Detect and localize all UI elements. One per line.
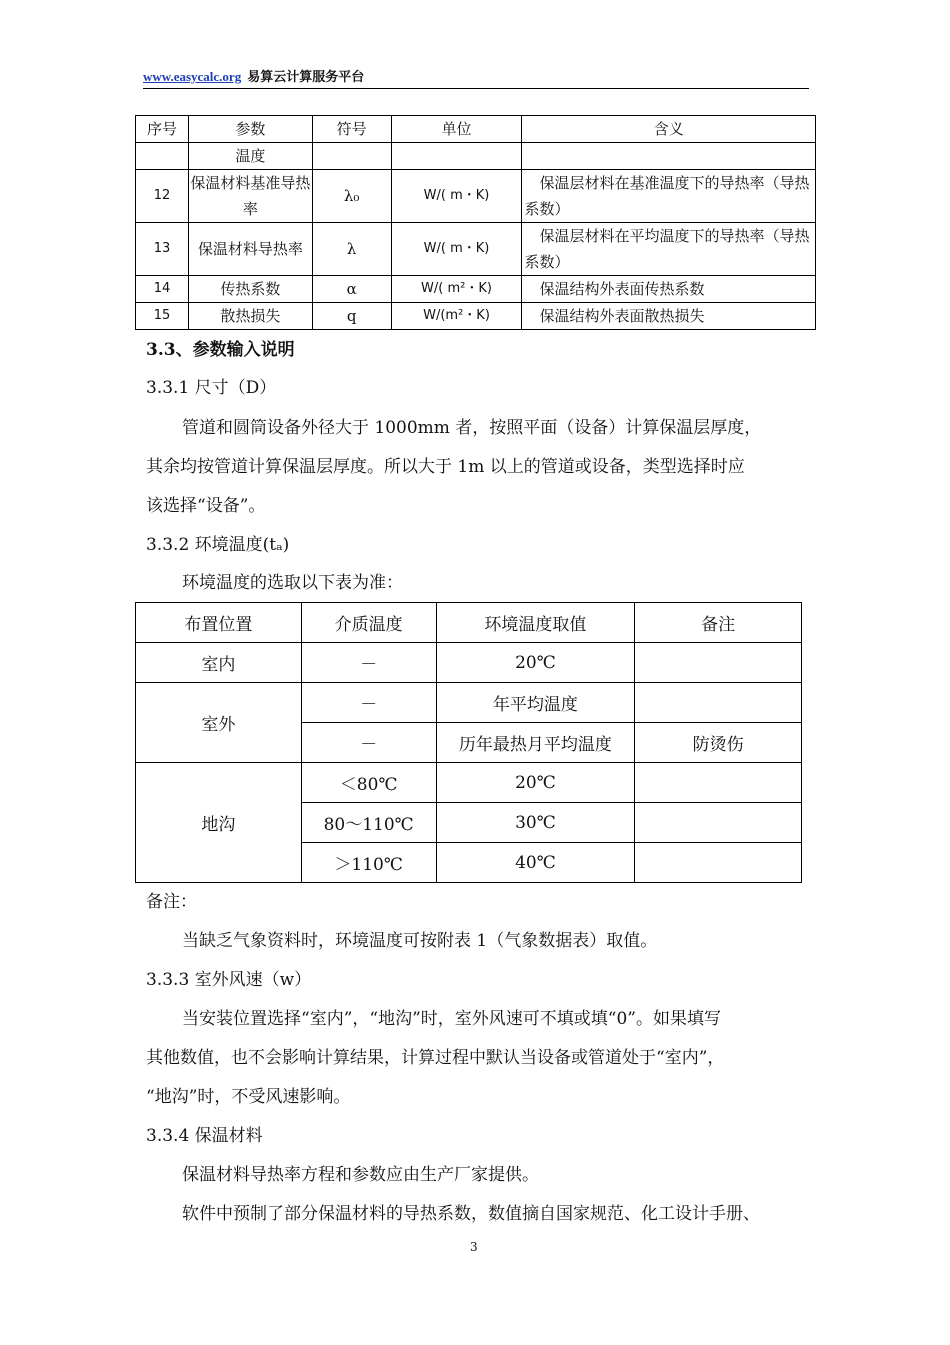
header-cell: 备注 xyxy=(635,603,802,643)
subsection-title-wind: 3.3.3 室外风速（w） xyxy=(146,970,312,990)
paragraph-line: 其余均按管道计算保温层厚度。所以大于 1m 以上的管道或设备，类型选择时应 xyxy=(146,457,745,477)
paragraph-line: 该选择“设备”。 xyxy=(146,496,266,516)
header-cell: 布置位置 xyxy=(136,603,302,643)
param-symbol xyxy=(312,143,391,170)
param-meaning: 保温结构外表面散热损失 xyxy=(522,303,816,330)
medium-temp-cell: 80～110℃ xyxy=(301,803,436,843)
header-cell: 环境温度取值 xyxy=(436,603,635,643)
param-unit xyxy=(391,143,522,170)
note-cell xyxy=(635,763,802,803)
table-header-row xyxy=(136,116,816,143)
table-row xyxy=(136,763,802,803)
site-link[interactable]: www.easycalc.org xyxy=(143,69,242,84)
param-unit: W/( m・K) xyxy=(391,223,522,276)
param-meaning xyxy=(522,143,816,170)
medium-temp-cell: － xyxy=(301,643,436,683)
param-name: 散热损失 xyxy=(188,303,312,330)
location-cell: 室外 xyxy=(136,683,302,763)
header-cell: 序号 xyxy=(136,116,189,143)
header-cell: 符号 xyxy=(312,116,391,143)
param-name: 温度 xyxy=(188,143,312,170)
header-cell: 参数 xyxy=(188,116,312,143)
ambient-temp-cell: 30℃ xyxy=(436,803,635,843)
param-meaning: 保温结构外表面传热系数 xyxy=(522,276,816,303)
param-name: 传热系数 xyxy=(188,276,312,303)
note-cell xyxy=(635,843,802,883)
header-cell: 含义 xyxy=(522,116,816,143)
header-cell: 单位 xyxy=(391,116,522,143)
param-meaning: 保温层材料在基准温度下的导热率（导热系数） xyxy=(522,170,816,223)
ambient-temp-cell: 历年最热月平均温度 xyxy=(436,723,635,763)
param-unit: W/( m²・K) xyxy=(391,276,522,303)
param-symbol: λ₀ xyxy=(312,170,391,223)
paragraph-line: 环境温度的选取以下表为准： xyxy=(182,573,403,593)
row-number xyxy=(136,143,189,170)
paragraph-line: 软件中预制了部分保温材料的导热系数，数值摘自国家规范、化工设计手册、 xyxy=(182,1204,760,1224)
table-row xyxy=(136,276,816,303)
param-symbol: q xyxy=(312,303,391,330)
medium-temp-cell: － xyxy=(301,723,436,763)
location-cell: 地沟 xyxy=(136,763,302,883)
note-cell xyxy=(635,803,802,843)
param-symbol: λ xyxy=(312,223,391,276)
parameter-table xyxy=(135,115,816,330)
note-label: 备注： xyxy=(146,892,197,912)
note-cell: 防烫伤 xyxy=(635,723,802,763)
page-number: 3 xyxy=(470,1240,478,1254)
param-name: 保温材料基准导热率 xyxy=(188,170,312,223)
subsection-title-material: 3.3.4 保温材料 xyxy=(146,1126,263,1146)
location-cell: 室内 xyxy=(136,643,302,683)
section-title: 3.3、参数输入说明 xyxy=(146,340,295,360)
medium-temp-cell: ＞110℃ xyxy=(301,843,436,883)
medium-temp-cell: ＜80℃ xyxy=(301,763,436,803)
param-unit: W/( m・K) xyxy=(391,170,522,223)
paragraph-line: 当安装位置选择“室内”，“地沟”时，室外风速可不填或填“0”。如果填写 xyxy=(182,1009,721,1029)
param-name: 保温材料导热率 xyxy=(188,223,312,276)
paragraph-line: 当缺乏气象资料时，环境温度可按附表 1（气象数据表）取值。 xyxy=(182,931,658,951)
table-row xyxy=(136,170,816,223)
row-number: 14 xyxy=(136,276,189,303)
table-row xyxy=(136,683,802,723)
ambient-temp-cell: 40℃ xyxy=(436,843,635,883)
medium-temp-cell: － xyxy=(301,683,436,723)
row-number: 12 xyxy=(136,170,189,223)
subsection-title-ambient: 3.3.2 环境温度(tₐ) xyxy=(146,535,290,555)
row-number: 15 xyxy=(136,303,189,330)
table-row xyxy=(136,303,816,330)
paragraph-line: 其他数值，也不会影响计算结果，计算过程中默认当设备或管道处于“室内”， xyxy=(146,1048,725,1068)
table-header-row xyxy=(136,603,802,643)
table-row xyxy=(136,643,802,683)
subsection-title-size: 3.3.1 尺寸（D） xyxy=(146,378,277,398)
note-cell xyxy=(635,643,802,683)
table-row xyxy=(136,143,816,170)
table-row xyxy=(136,223,816,276)
ambient-temp-cell: 年平均温度 xyxy=(436,683,635,723)
param-unit: W/(m²・K) xyxy=(391,303,522,330)
param-meaning: 保温层材料在平均温度下的导热率（导热系数） xyxy=(522,223,816,276)
page-header xyxy=(143,68,809,89)
ambient-temperature-table xyxy=(135,602,802,883)
paragraph-line: “地沟”时，不受风速影响。 xyxy=(146,1087,351,1107)
paragraph-line: 管道和圆筒设备外径大于 1000mm 者，按照平面（设备）计算保温层厚度， xyxy=(182,418,762,438)
header-cell: 介质温度 xyxy=(301,603,436,643)
ambient-temp-cell: 20℃ xyxy=(436,643,635,683)
platform-name: 易算云计算服务平台 xyxy=(247,70,365,85)
param-symbol: α xyxy=(312,276,391,303)
note-cell xyxy=(635,683,802,723)
ambient-temp-cell: 20℃ xyxy=(436,763,635,803)
row-number: 13 xyxy=(136,223,189,276)
paragraph-line: 保温材料导热率方程和参数应由生产厂家提供。 xyxy=(182,1165,539,1185)
